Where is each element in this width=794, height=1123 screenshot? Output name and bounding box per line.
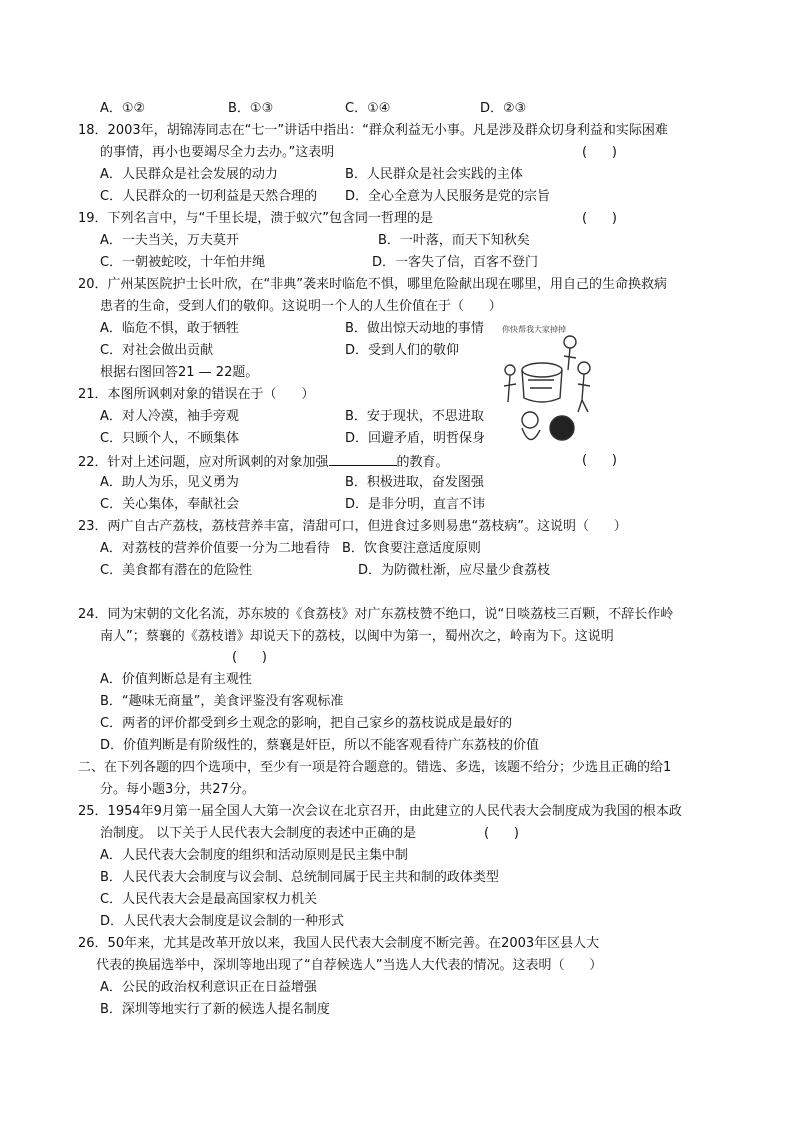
question-25-stem-cont: 治制度。 以下关于人民代表大会制度的表述中正确的是 <box>100 826 417 841</box>
option-b: B．人民代表大会制度与议会制、总统制同属于民主共和制的政体类型 <box>100 870 499 885</box>
question-22-stem <box>78 453 449 471</box>
fill-blank <box>329 453 397 466</box>
option-a: A．人民代表大会制度的组织和活动原则是民主集中制 <box>100 848 408 863</box>
option-d: D．是非分明，直言不讳 <box>345 497 486 512</box>
option-c: C．美食都有潜在的危险性 <box>100 563 253 578</box>
option-a: A．对人冷漠，袖手旁观 <box>100 409 239 424</box>
answer-paren: ( ) <box>582 211 617 226</box>
stem-before-blank: 22．针对上述问题，应对所讽刺的对象加强 <box>78 455 329 470</box>
question-26-stem-cont: 代表的换届选举中，深圳等地出现了“自荐候选人”当选人大代表的情况。这表明（ ） <box>96 958 603 973</box>
option-c: C．①④ <box>345 101 391 116</box>
option-d: D．②③ <box>480 101 527 116</box>
section-2-instructions-cont: 分。每小题3分，共27分。 <box>100 782 255 797</box>
option-c: C．人民代表大会是最高国家权力机关 <box>100 892 318 907</box>
option-a: A．一夫当关，万夫莫开 <box>100 233 239 248</box>
question-18-stem-cont: 的事情，再小也要竭尽全力去办。”这表明 <box>100 145 335 160</box>
question-21-stem: 21．本图所讽刺对象的错误在于（ ） <box>78 387 315 402</box>
answer-paren: ( ) <box>582 145 617 160</box>
option-a: A．临危不惧，敢于牺牲 <box>100 321 239 336</box>
stem-after-blank: 的教育。 <box>396 455 449 470</box>
cartoon-caption: 你快帮我大家掉掉 <box>502 325 566 334</box>
option-b: B．饮食要注意适度原则 <box>342 541 481 556</box>
option-d: D．为防微杜渐，应尽量少食荔枝 <box>358 563 551 578</box>
option-c: C．关心集体，奉献社会 <box>100 497 240 512</box>
option-a: A．对荔枝的营养价值要一分为二地看待 <box>100 541 330 556</box>
option-a: A．①② <box>100 101 146 116</box>
option-b: B．深圳等地实行了新的候选人提名制度 <box>100 1002 330 1017</box>
question-18-stem: 18．2003年，胡锦涛同志在“七一”讲话中指出：“群众利益无小事。凡是涉及群众切身利益和实际困难 <box>78 123 668 138</box>
option-b: B．安于现状，不思进取 <box>345 409 484 424</box>
section-2-instructions: 二、在下列各题的四个选项中，至少有一项是符合题意的。错选、多选，该题不给分；少选且正确的给1 <box>78 760 672 775</box>
option-a: A．人民群众是社会发展的动力 <box>100 167 278 182</box>
option-a: A．公民的政治权利意识正在日益增强 <box>100 980 317 995</box>
option-b: B．一叶落，而天下知秋矣 <box>378 233 530 248</box>
question-24-stem-cont: 南人”；蔡襄的《荔枝谱》却说天下的荔枝，以闽中为第一，蜀州次之，岭南为下。这说明 <box>100 629 614 644</box>
answer-paren: ( ) <box>232 650 267 665</box>
option-a: A．助人为乐，见义勇为 <box>100 475 239 490</box>
option-d: D．人民代表大会制度是议会制的一种形式 <box>100 914 345 929</box>
option-d: D．受到人们的敬仰 <box>345 343 460 358</box>
question-23-stem: 23．两广自古产荔枝，荔枝营养丰富，清甜可口，但进食过多则易患“荔枝病”。这说明（ ） <box>78 519 627 534</box>
question-25-stem: 25．1954年9月第一届全国人大第一次会议在北京召开，由此建立的人民代表大会制度成为我国的根本政 <box>78 804 682 819</box>
option-c: C．一朝被蛇咬，十年怕井绳 <box>100 255 266 270</box>
option-d: D．一客失了信，百客不登门 <box>372 255 539 270</box>
option-a: A．价值判断总是有主观性 <box>100 672 252 687</box>
option-b: B．“趣味无商量”，美食评鉴没有客观标准 <box>100 694 344 709</box>
question-26-stem: 26．50年来，尤其是改革开放以来，我国人民代表大会制度不断完善。在2003年区县人大 <box>78 936 600 951</box>
figure-instruction: 根据右图回答21 — 22题。 <box>100 365 259 380</box>
option-d: D．回避矛盾，明哲保身 <box>345 431 486 446</box>
option-c: C．两者的评价都受到乡土观念的影响，把自己家乡的荔枝说成是最好的 <box>100 716 513 731</box>
option-c: C．人民群众的一切利益是天然合理的 <box>100 189 318 204</box>
question-24-stem: 24．同为宋朝的文化名流，苏东坡的《食荔枝》对广东荔枝赞不绝口，说“日啖荔枝三百颗，不辞长作岭 <box>78 607 674 622</box>
question-20-stem-cont: 患者的生命，受到人们的敬仰。这说明一个人的人生价值在于（ ） <box>100 299 502 314</box>
question-19-stem: 19．下列名言中，与“千里长堤，溃于蚁穴”包含同一哲理的是 <box>78 211 434 226</box>
option-d: D．价值判断是有阶级性的，蔡襄是奸臣，所以不能客观看待广东荔枝的价值 <box>100 738 540 753</box>
satirical-cartoon-image <box>500 320 595 455</box>
option-b: B．积极进取，奋发图强 <box>345 475 484 490</box>
option-b: B．做出惊天动地的事情 <box>345 321 484 336</box>
option-b: B．人民群众是社会实践的主体 <box>345 167 523 182</box>
option-c: C．只顾个人，不顾集体 <box>100 431 240 446</box>
option-b: B．①③ <box>228 101 274 116</box>
answer-paren: ( ) <box>582 453 617 468</box>
option-c: C．对社会做出贡献 <box>100 343 214 358</box>
answer-paren: ( ) <box>484 826 519 841</box>
question-20-stem: 20．广州某医院护士长叶欣，在“非典”袭来时临危不惧，哪里危险献出现在哪里，用自己的生命换救病 <box>78 277 668 292</box>
option-d: D．全心全意为人民服务是党的宗旨 <box>345 189 551 204</box>
